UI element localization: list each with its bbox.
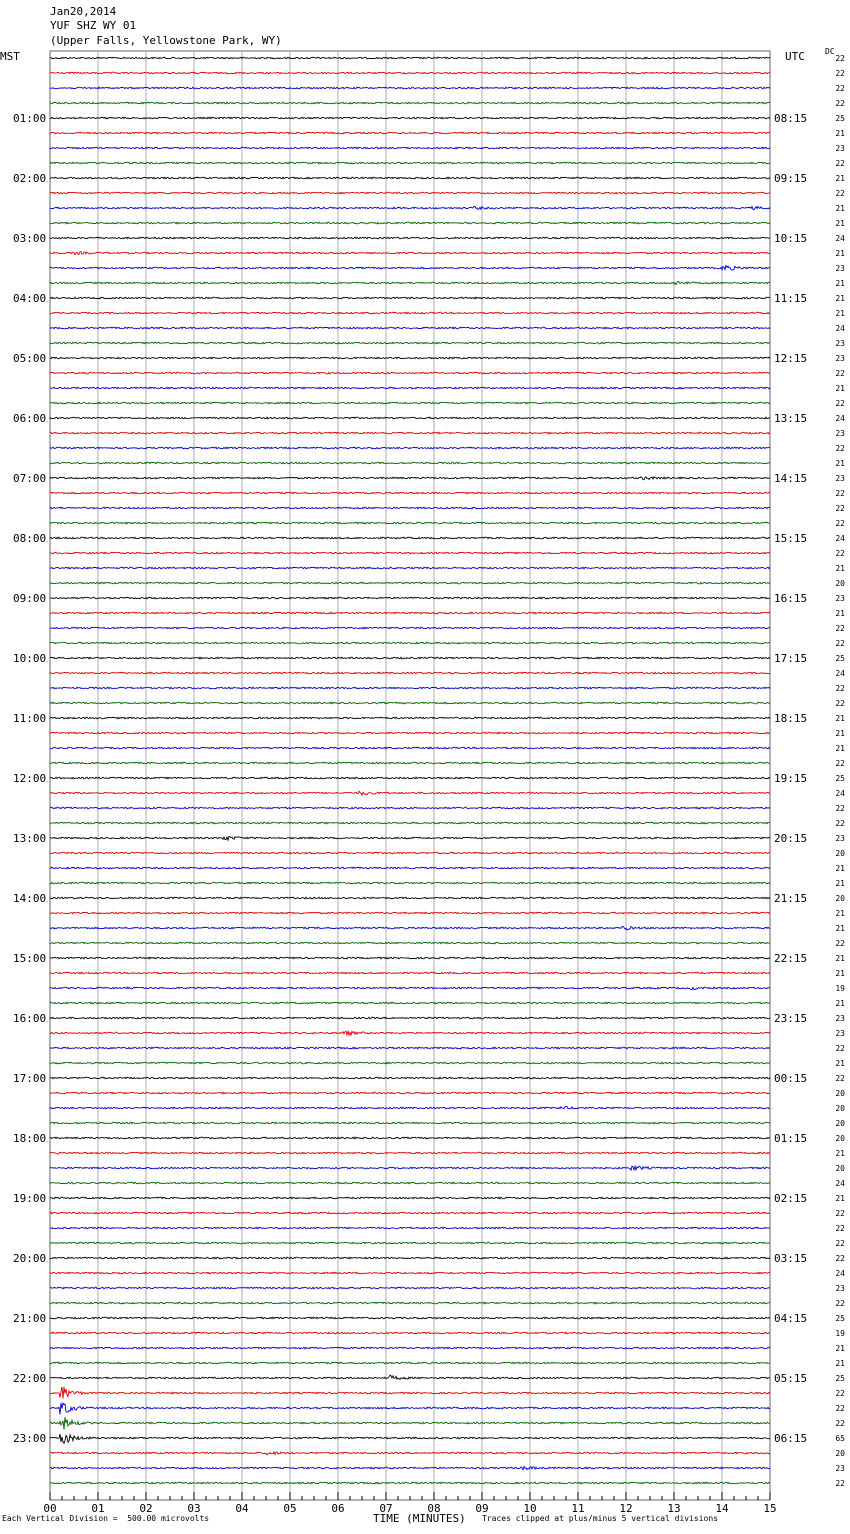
right-hour-label: 15:15 xyxy=(774,532,808,545)
dc-offset-label: 21 xyxy=(835,129,845,138)
left-hour-label: 12:00 xyxy=(13,772,47,785)
left-timezone-label: MST xyxy=(0,50,20,63)
left-hour-label: 16:00 xyxy=(13,1012,47,1025)
left-hour-label: 09:00 xyxy=(13,592,47,605)
seismic-trace xyxy=(50,537,770,539)
dc-offset-label: 22 xyxy=(835,939,845,948)
x-tick-label: 09 xyxy=(475,1502,489,1515)
dc-offset-label: 20 xyxy=(835,1449,845,1458)
dc-offset-label: 22 xyxy=(835,519,845,528)
left-hour-label: 05:00 xyxy=(13,352,47,365)
dc-offset-label: 24 xyxy=(835,789,845,798)
right-hour-label: 23:15 xyxy=(774,1012,808,1025)
clip-note: Traces clipped at plus/minus 5 vertical divisions xyxy=(482,1514,719,1523)
seismic-trace xyxy=(50,807,770,809)
seismic-trace xyxy=(50,702,770,704)
dc-offset-label: 21 xyxy=(835,864,845,873)
right-hour-label: 21:15 xyxy=(774,892,808,905)
seismic-trace xyxy=(50,717,770,719)
left-hour-label: 11:00 xyxy=(13,712,47,725)
seismic-trace xyxy=(50,281,770,284)
x-tick-label: 13 xyxy=(667,1502,681,1515)
dc-offset-label: 65 xyxy=(835,1434,845,1443)
seismic-trace xyxy=(50,72,770,74)
seismic-trace xyxy=(50,1466,770,1469)
seismic-trace xyxy=(50,1227,770,1229)
seismic-trace xyxy=(50,177,770,179)
x-tick-label: 08 xyxy=(427,1502,441,1515)
dc-offset-label: 25 xyxy=(835,1314,845,1323)
left-hour-label: 21:00 xyxy=(13,1312,47,1325)
seismic-trace xyxy=(50,387,770,389)
seismic-trace xyxy=(50,1272,770,1274)
seismic-trace xyxy=(50,597,770,599)
right-hour-label: 13:15 xyxy=(774,412,808,425)
seismic-trace xyxy=(50,372,770,374)
dc-offset-label: 22 xyxy=(835,399,845,408)
seismic-trace xyxy=(50,297,770,299)
dc-offset-label: 21 xyxy=(835,714,845,723)
dc-offset-label: 21 xyxy=(835,174,845,183)
x-tick-label: 11 xyxy=(571,1502,585,1515)
dc-offset-label: 22 xyxy=(835,1419,845,1428)
seismic-trace xyxy=(50,972,770,974)
dc-offset-label: 23 xyxy=(835,264,845,273)
location-label: (Upper Falls, Yellowstone Park, WY) xyxy=(50,34,282,47)
left-hour-label: 02:00 xyxy=(13,172,47,185)
dc-offset-label: 20 xyxy=(835,894,845,903)
x-tick-label: 10 xyxy=(523,1502,537,1515)
seismic-trace xyxy=(50,747,770,749)
dc-offset-label: 21 xyxy=(835,909,845,918)
right-hour-label: 14:15 xyxy=(774,472,808,485)
right-hour-label: 20:15 xyxy=(774,832,808,845)
x-tick-label: 04 xyxy=(235,1502,249,1515)
dc-offset-label: 21 xyxy=(835,1359,845,1368)
dc-offset-label: 20 xyxy=(835,1104,845,1113)
dc-offset-label: 20 xyxy=(835,1089,845,1098)
dc-offset-label: 21 xyxy=(835,1194,845,1203)
right-hour-label: 05:15 xyxy=(774,1372,808,1385)
dc-offset-label: 20 xyxy=(835,1134,845,1143)
left-hour-label: 06:00 xyxy=(13,412,47,425)
scale-note: Each Vertical Division = 500.00 microvolts xyxy=(2,1514,210,1523)
seismic-trace xyxy=(50,612,770,614)
x-tick-label: 14 xyxy=(715,1502,729,1515)
left-hour-label: 10:00 xyxy=(13,652,47,665)
dc-offset-label: 20 xyxy=(835,849,845,858)
dc-offset-label: 23 xyxy=(835,474,845,483)
left-hour-label: 20:00 xyxy=(13,1252,47,1265)
seismic-trace xyxy=(50,162,770,164)
dc-offset-label: 22 xyxy=(835,699,845,708)
seismic-trace xyxy=(50,1166,770,1170)
right-hour-label: 00:15 xyxy=(774,1072,808,1085)
seismic-trace xyxy=(50,1434,770,1443)
dc-offset-label: 20 xyxy=(835,579,845,588)
seismic-trace xyxy=(50,266,770,271)
left-hour-label: 17:00 xyxy=(13,1072,47,1085)
dc-offset-label: 20 xyxy=(835,1164,845,1173)
dc-offset-label: 21 xyxy=(835,969,845,978)
x-tick-label: 02 xyxy=(139,1502,153,1515)
dc-offset-label: 22 xyxy=(835,1074,845,1083)
seismic-trace xyxy=(50,1375,770,1379)
seismic-trace xyxy=(50,672,770,674)
dc-offset-label: 21 xyxy=(835,204,845,213)
seismic-trace xyxy=(50,87,770,89)
seismic-trace xyxy=(50,897,770,899)
x-tick-label: 12 xyxy=(619,1502,633,1515)
seismic-trace xyxy=(50,1317,770,1319)
dc-offset-label: 25 xyxy=(835,654,845,663)
dc-offset-label: 23 xyxy=(835,834,845,843)
seismic-trace xyxy=(50,642,770,644)
right-hour-label: 03:15 xyxy=(774,1252,808,1265)
dc-offset-label: 22 xyxy=(835,1044,845,1053)
seismic-trace xyxy=(50,762,770,764)
seismic-trace xyxy=(50,777,770,779)
right-hour-label: 16:15 xyxy=(774,592,808,605)
dc-offset-label: 24 xyxy=(835,669,845,678)
seismic-trace xyxy=(50,552,770,554)
dc-offset-label: 22 xyxy=(835,804,845,813)
seismic-trace xyxy=(50,1362,770,1364)
dc-offset-label: 21 xyxy=(835,1344,845,1353)
seismic-trace xyxy=(50,1417,770,1430)
x-tick-label: 00 xyxy=(43,1502,57,1515)
dc-offset-label: 22 xyxy=(835,1224,845,1233)
seismic-trace xyxy=(50,57,770,59)
left-hour-label: 19:00 xyxy=(13,1192,47,1205)
date-label: Jan20,2014 xyxy=(50,5,117,18)
dc-offset-label: 21 xyxy=(835,999,845,1008)
dc-offset-label: 22 xyxy=(835,99,845,108)
seismic-trace xyxy=(50,1047,770,1049)
dc-offset-label: 21 xyxy=(835,249,845,258)
right-hour-label: 18:15 xyxy=(774,712,808,725)
seismic-trace xyxy=(50,687,770,689)
dc-offset-label: 22 xyxy=(835,819,845,828)
seismic-trace xyxy=(50,912,770,914)
seismic-trace xyxy=(50,1152,770,1154)
seismic-trace xyxy=(50,1017,770,1019)
dc-offset-label: 23 xyxy=(835,429,845,438)
dc-offset-label: 23 xyxy=(835,1029,845,1038)
seismic-trace xyxy=(50,402,770,404)
right-hour-label: 01:15 xyxy=(774,1132,808,1145)
left-hour-label: 22:00 xyxy=(13,1372,47,1385)
seismic-trace xyxy=(50,252,770,255)
seismic-trace xyxy=(50,102,770,104)
dc-offset-label: 19 xyxy=(835,984,845,993)
seismic-trace xyxy=(50,1403,770,1414)
seismic-trace xyxy=(50,417,770,419)
dc-offset-label: 25 xyxy=(835,1374,845,1383)
seismic-trace xyxy=(50,1107,770,1109)
dc-offset-label: 22 xyxy=(835,1389,845,1398)
seismic-trace xyxy=(50,1257,770,1259)
dc-offset-label: 22 xyxy=(835,84,845,93)
seismic-trace xyxy=(50,1137,770,1139)
seismic-trace xyxy=(50,567,770,569)
seismic-trace xyxy=(50,357,770,359)
seismic-trace xyxy=(50,1302,770,1304)
right-hour-label: 06:15 xyxy=(774,1432,808,1445)
x-tick-label: 15 xyxy=(763,1502,777,1515)
seismic-trace xyxy=(50,432,770,434)
dc-column-header: DC xyxy=(825,47,835,56)
left-hour-label: 18:00 xyxy=(13,1132,47,1145)
left-hour-label: 07:00 xyxy=(13,472,47,485)
seismic-trace xyxy=(50,942,770,944)
right-hour-label: 22:15 xyxy=(774,952,808,965)
dc-offset-label: 21 xyxy=(835,954,845,963)
seismic-trace xyxy=(50,492,770,494)
dc-offset-label: 24 xyxy=(835,324,845,333)
x-tick-label: 06 xyxy=(331,1502,345,1515)
dc-offset-label: 22 xyxy=(835,444,845,453)
left-hour-label: 04:00 xyxy=(13,292,47,305)
dc-offset-label: 20 xyxy=(835,1119,845,1128)
left-hour-label: 01:00 xyxy=(13,112,47,125)
dc-offset-label: 22 xyxy=(835,1479,845,1488)
seismic-trace xyxy=(50,206,770,209)
seismic-trace xyxy=(50,1287,770,1289)
dc-offset-label: 25 xyxy=(835,114,845,123)
dc-offset-label: 19 xyxy=(835,1329,845,1338)
left-hour-label: 03:00 xyxy=(13,232,47,245)
dc-offset-label: 24 xyxy=(835,534,845,543)
seismic-trace xyxy=(50,447,770,449)
seismic-trace xyxy=(50,732,770,734)
dc-offset-label: 24 xyxy=(835,414,845,423)
x-axis-label: TIME (MINUTES) xyxy=(373,1512,466,1525)
seismic-trace xyxy=(50,342,770,344)
seismic-trace xyxy=(50,222,770,224)
dc-offset-label: 22 xyxy=(835,1209,845,1218)
right-hour-label: 12:15 xyxy=(774,352,808,365)
right-timezone-label: UTC xyxy=(785,50,805,63)
seismic-trace xyxy=(50,117,770,119)
right-hour-label: 04:15 xyxy=(774,1312,808,1325)
dc-offset-label: 22 xyxy=(835,54,845,63)
dc-offset-label: 21 xyxy=(835,729,845,738)
seismic-trace xyxy=(50,657,770,659)
right-hour-label: 02:15 xyxy=(774,1192,808,1205)
seismic-trace xyxy=(50,237,770,239)
seismic-trace xyxy=(50,926,770,930)
right-hour-label: 11:15 xyxy=(774,292,808,305)
seismic-trace xyxy=(50,312,770,314)
seismic-trace xyxy=(50,1452,770,1455)
dc-offset-label: 21 xyxy=(835,564,845,573)
dc-offset-label: 22 xyxy=(835,189,845,198)
dc-offset-label: 22 xyxy=(835,159,845,168)
dc-offset-label: 24 xyxy=(835,1179,845,1188)
dc-offset-label: 22 xyxy=(835,759,845,768)
seismic-trace xyxy=(50,867,770,869)
dc-offset-label: 22 xyxy=(835,69,845,78)
dc-offset-label: 23 xyxy=(835,1464,845,1473)
seismic-trace xyxy=(50,837,770,841)
seismic-trace xyxy=(50,582,770,584)
seismic-trace xyxy=(50,1182,770,1184)
seismic-trace xyxy=(50,477,770,480)
dc-offset-label: 21 xyxy=(835,609,845,618)
seismic-trace xyxy=(50,627,770,629)
seismic-trace xyxy=(50,1242,770,1244)
seismic-trace xyxy=(50,1482,770,1484)
seismic-trace xyxy=(50,1387,770,1399)
seismic-trace xyxy=(50,522,770,524)
seismic-trace xyxy=(50,462,770,464)
station-label: YUF SHZ WY 01 xyxy=(50,19,137,32)
seismic-trace xyxy=(50,192,770,194)
seismic-trace xyxy=(50,987,770,990)
dc-offset-label: 22 xyxy=(835,1299,845,1308)
seismic-trace xyxy=(50,147,770,149)
dc-offset-label: 21 xyxy=(835,744,845,753)
seismic-trace xyxy=(50,822,770,824)
dc-offset-label: 21 xyxy=(835,1059,845,1068)
left-hour-label: 08:00 xyxy=(13,532,47,545)
dc-offset-label: 22 xyxy=(835,489,845,498)
seismic-trace xyxy=(50,1197,770,1199)
left-hour-label: 15:00 xyxy=(13,952,47,965)
right-hour-label: 08:15 xyxy=(774,112,808,125)
seismic-trace xyxy=(50,1212,770,1214)
x-tick-label: 03 xyxy=(187,1502,201,1515)
dc-offset-label: 23 xyxy=(835,1284,845,1293)
dc-offset-label: 21 xyxy=(835,294,845,303)
seismic-trace xyxy=(50,1077,770,1079)
dc-offset-label: 22 xyxy=(835,504,845,513)
dc-offset-label: 22 xyxy=(835,1404,845,1413)
right-hour-label: 19:15 xyxy=(774,772,808,785)
right-hour-label: 09:15 xyxy=(774,172,808,185)
left-hour-label: 23:00 xyxy=(13,1432,47,1445)
seismic-trace xyxy=(50,1062,770,1064)
dc-offset-label: 21 xyxy=(835,879,845,888)
dc-offset-label: 22 xyxy=(835,684,845,693)
seismic-trace xyxy=(50,1002,770,1004)
seismic-trace xyxy=(50,327,770,329)
dc-offset-label: 21 xyxy=(835,309,845,318)
seismic-trace xyxy=(50,1031,770,1036)
dc-offset-label: 23 xyxy=(835,339,845,348)
dc-offset-label: 21 xyxy=(835,924,845,933)
seismic-trace xyxy=(50,882,770,884)
dc-offset-label: 21 xyxy=(835,1149,845,1158)
dc-offset-label: 24 xyxy=(835,1269,845,1278)
dc-offset-label: 24 xyxy=(835,234,845,243)
dc-offset-label: 22 xyxy=(835,624,845,633)
x-tick-label: 05 xyxy=(283,1502,297,1515)
dc-offset-label: 22 xyxy=(835,369,845,378)
dc-offset-label: 23 xyxy=(835,594,845,603)
seismic-trace xyxy=(50,1347,770,1349)
dc-offset-label: 22 xyxy=(835,1239,845,1248)
dc-offset-label: 22 xyxy=(835,639,845,648)
left-hour-label: 14:00 xyxy=(13,892,47,905)
seismic-trace xyxy=(50,1122,770,1124)
seismic-trace xyxy=(50,132,770,134)
dc-offset-label: 23 xyxy=(835,1014,845,1023)
x-tick-label: 01 xyxy=(91,1502,105,1515)
dc-offset-label: 21 xyxy=(835,384,845,393)
dc-offset-label: 22 xyxy=(835,1254,845,1263)
dc-offset-label: 23 xyxy=(835,354,845,363)
right-hour-label: 17:15 xyxy=(774,652,808,665)
seismic-trace xyxy=(50,852,770,854)
x-tick-label: 07 xyxy=(379,1502,393,1515)
seismic-trace xyxy=(50,1092,770,1094)
dc-offset-label: 21 xyxy=(835,279,845,288)
dc-offset-label: 25 xyxy=(835,774,845,783)
seismic-trace xyxy=(50,1332,770,1334)
seismic-trace xyxy=(50,791,770,795)
dc-offset-label: 22 xyxy=(835,549,845,558)
dc-offset-label: 23 xyxy=(835,144,845,153)
right-hour-label: 10:15 xyxy=(774,232,808,245)
seismic-trace xyxy=(50,957,770,959)
dc-offset-label: 21 xyxy=(835,459,845,468)
left-hour-label: 13:00 xyxy=(13,832,47,845)
dc-offset-label: 21 xyxy=(835,219,845,228)
seismic-trace xyxy=(50,507,770,509)
